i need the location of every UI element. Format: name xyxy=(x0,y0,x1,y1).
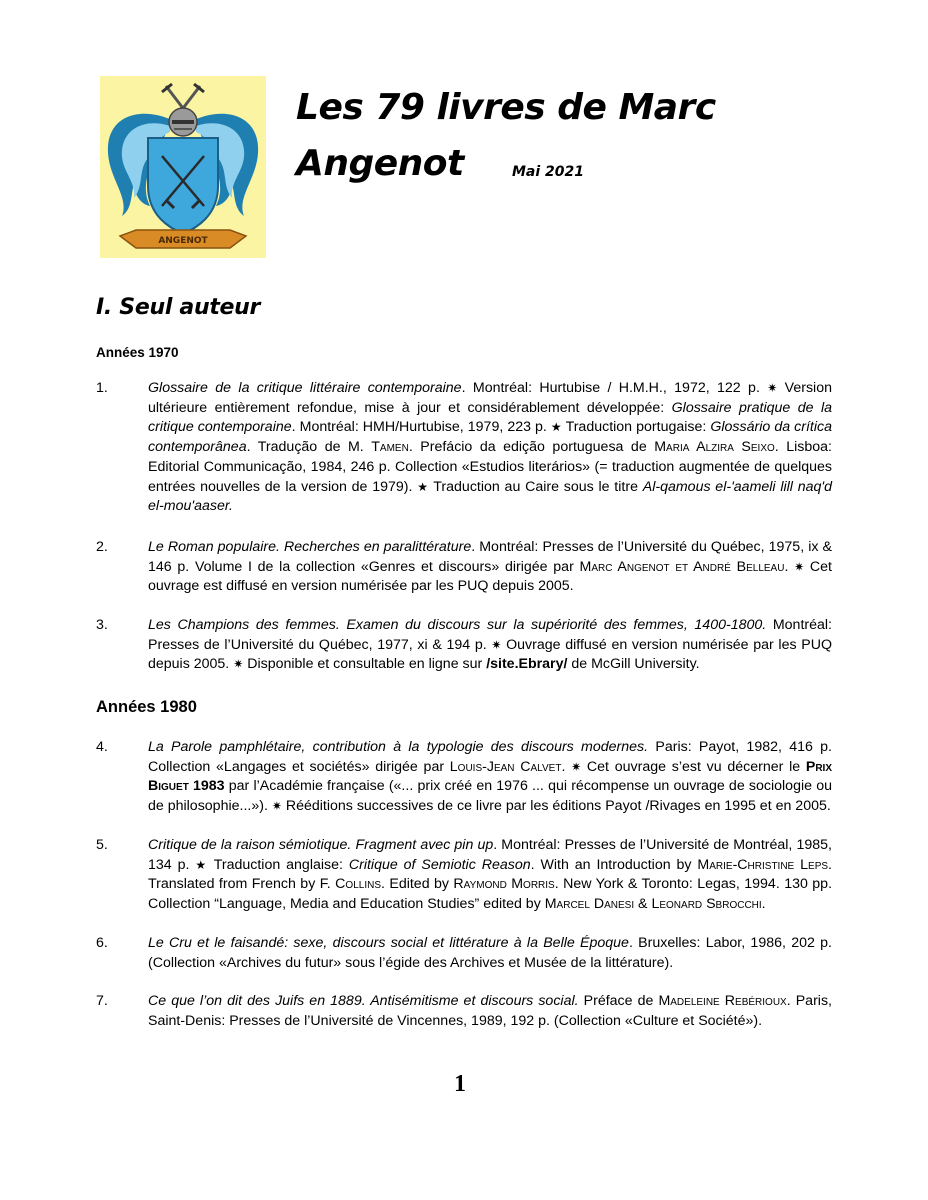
entry-text-segment: Version ultérieure entièrement refondue, mise à jour et considérablement développée: xyxy=(148,380,832,416)
entry-text xyxy=(148,738,832,817)
entry-text-segment: Leonard Sbrocchi xyxy=(651,896,762,913)
entry-text-segment: Rééditions successives de ce livre par les éditions Payot /Rivages en 1995 et en 2005. xyxy=(281,798,831,815)
entry-text-segment: Ce que l’on dit des Juifs en 1889. Antisémitisme et discours social. xyxy=(148,993,579,1009)
entry-text-segment: par l’Académie française («... prix créé en 1976 ... qui récompense un ouvrage de sociologie ou de philosophie...»). xyxy=(148,778,832,815)
entry-number: 1. xyxy=(96,380,108,396)
entry-text-segment: . Paris, Saint-Denis: Presses de l’Université de Vincennes, 1989, 192 p. (Collection «Culture et Société»). xyxy=(148,993,832,1029)
entry-text-segment: . Lisboa: Editorial Communicação, 1984, 246 p. Collection «Estudios literários» (= traduction augmentée de quelques entrées nouvelles de la version de 1979). xyxy=(148,439,832,495)
entry-text-segment: . Montréal: Hurtubise / H.M.H., 1972, 122 p. xyxy=(461,380,768,396)
entry-text-segment: . Bruxelles: Labor, 1986, 202 p. (Collection «Archives du futur» sous l’égide des Archives et Musée de la littérature). xyxy=(148,935,832,971)
entry-text-segment: Le Cru et le faisandé: sexe, discours social et littérature à la Belle Époque xyxy=(148,935,629,951)
separator-star-icon: ★ xyxy=(417,479,429,494)
entry-number: 4. xyxy=(96,739,108,755)
separator-star-icon: ✷ xyxy=(767,381,778,395)
page-number: 1 xyxy=(454,1071,466,1097)
bibliography-entry-5 xyxy=(96,836,832,915)
entry-text-segment: Collins xyxy=(335,876,381,893)
entry-number: 7. xyxy=(96,993,108,1009)
entry-text-segment: Tamen xyxy=(371,439,409,456)
entry-text-segment: Glossário da crítica contemporânea xyxy=(148,419,832,456)
separator-star-icon: ✷ xyxy=(233,657,244,672)
bibliography-entry-4 xyxy=(96,738,832,817)
entry-text-segment: . xyxy=(761,896,766,913)
entry-text-segment: Marcel Danesi xyxy=(544,896,635,913)
entry-text-segment: /site.Ebrary/ xyxy=(486,656,568,673)
entry-text-segment: . xyxy=(784,558,795,575)
bibliography-entry-7 xyxy=(96,992,832,1031)
svg-text:ANGENOT: ANGENOT xyxy=(158,236,208,246)
entry-text-segment: Traduction anglaise: xyxy=(208,856,349,873)
entry-text-segment: Cet ouvrage s’est vu décerner le xyxy=(581,758,806,775)
entry-text-segment: . Tradução de M. xyxy=(246,439,372,456)
entry-text-segment: Préface de xyxy=(578,993,659,1009)
entry-text-segment: & xyxy=(634,896,652,913)
entry-text-segment: Le Roman populaire. Recherches en paralittérature xyxy=(148,539,472,555)
entry-text-segment: Madeleine Rebérioux xyxy=(658,993,787,1009)
entry-text-segment: Prix Biguet 1983 xyxy=(148,758,833,795)
separator-star-icon: ✷ xyxy=(571,759,582,774)
document-title: Les 79 livres de Marc Angenot xyxy=(296,87,716,184)
entry-text-segment: . Translated from French by F. xyxy=(148,856,832,893)
entry-text-segment: Les Champions des femmes. Examen du discours sur la supériorité des femmes, 1400-1800. xyxy=(148,617,767,633)
entry-text-segment: Ouvrage diffusé en version numérisée par les PUQ depuis 2005. xyxy=(148,636,832,673)
coat-of-arms-icon xyxy=(100,76,266,258)
entry-text-segment: Raymond Morris xyxy=(453,876,555,893)
entry-text-segment: Cet ouvrage est diffusé en version numérisée par les PUQ depuis 2005. xyxy=(148,558,832,595)
entry-text xyxy=(148,836,832,915)
entry-text-segment: Glossaire pratique de la critique contemporaine xyxy=(148,399,832,436)
entry-number: 3. xyxy=(96,617,108,633)
entry-number: 5. xyxy=(96,837,108,853)
entry-text-segment: Paris: Payot, 1982, 416 p. Collection «Langages et sociétés» dirigée par xyxy=(148,739,832,775)
decade-heading-1970: Années 1970 xyxy=(96,345,179,360)
separator-star-icon: ★ xyxy=(550,420,562,435)
entry-text-segment: Disponible et consultable en ligne sur xyxy=(243,656,487,673)
entry-text xyxy=(148,616,832,675)
bibliography-entry-3 xyxy=(96,616,832,675)
separator-star-icon: ✷ xyxy=(491,637,502,652)
entry-text-segment: . xyxy=(561,758,572,775)
entry-text-segment: La Parole pamphlétaire, contribution à la typologie des discours modernes. xyxy=(148,739,649,755)
entry-text-segment: Al-qamous el-'aameli lill naq'd el-mou'aaser. xyxy=(148,478,832,515)
document-date: Mai 2021 xyxy=(512,164,585,180)
coat-of-arms-logo xyxy=(100,76,266,258)
bibliography-entry-1 xyxy=(96,379,832,517)
entry-text-segment: . Montréal: Presses de l’Université de Montréal, 1985, 134 p. xyxy=(148,837,832,873)
entry-text-segment: Critique de la raison sémiotique. Fragment avec pin up xyxy=(148,837,494,853)
entry-text xyxy=(148,934,832,973)
entry-text-segment: Montréal: Presses de l’Université du Québec, 1977, xi & 194 p. xyxy=(148,617,832,653)
entry-number: 2. xyxy=(96,539,108,555)
entry-text-segment: . Montréal: HMH/Hurtubise, 1979, 223 p. xyxy=(291,419,551,436)
entry-text-segment: de McGill University. xyxy=(567,656,700,673)
decade-heading-1980: Années 1980 xyxy=(96,698,197,716)
entry-text-segment: Marie-Christine Leps xyxy=(697,856,829,873)
bibliography-entry-6 xyxy=(96,934,832,973)
entry-text-segment: . Prefácio da edição portuguesa de xyxy=(408,439,655,456)
entry-text-segment: Maria Alzira Seixo xyxy=(654,439,775,456)
entry-number: 6. xyxy=(96,935,108,951)
entry-text-segment: Critique of Semiotic Reason xyxy=(348,856,531,873)
entry-text-segment: Marc Angenot et André Belleau xyxy=(579,558,785,575)
entry-text-segment: . New York & Toronto: Legas, 1994. 130 pp. Collection “Language, Media and Education Studies” edited by xyxy=(148,876,833,913)
entry-text-segment: Glossaire de la critique littéraire contemporaine xyxy=(148,380,462,396)
entry-text-segment: Louis-Jean Calvet xyxy=(449,758,562,775)
separator-star-icon: ★ xyxy=(195,857,209,872)
entry-text xyxy=(148,992,832,1031)
entry-text-segment: . Montréal: Presses de l’Université du Québec, 1975, ix & 146 p. Volume I de la collection «Genres et discours» dirigée par xyxy=(148,539,832,575)
entry-text xyxy=(148,379,832,517)
entry-text-segment: Traduction au Caire sous le titre xyxy=(428,478,643,495)
entry-text-segment: . Edited by xyxy=(381,876,454,893)
entry-text-segment: Traduction portugaise: xyxy=(561,419,711,436)
section-title: I. Seul auteur xyxy=(96,295,261,320)
entry-text-segment: . With an Introduction by xyxy=(530,856,698,873)
bibliography-entry-2 xyxy=(96,538,832,597)
separator-star-icon: ✷ xyxy=(271,799,282,814)
separator-star-icon: ✷ xyxy=(794,559,805,574)
entry-text xyxy=(148,538,832,597)
